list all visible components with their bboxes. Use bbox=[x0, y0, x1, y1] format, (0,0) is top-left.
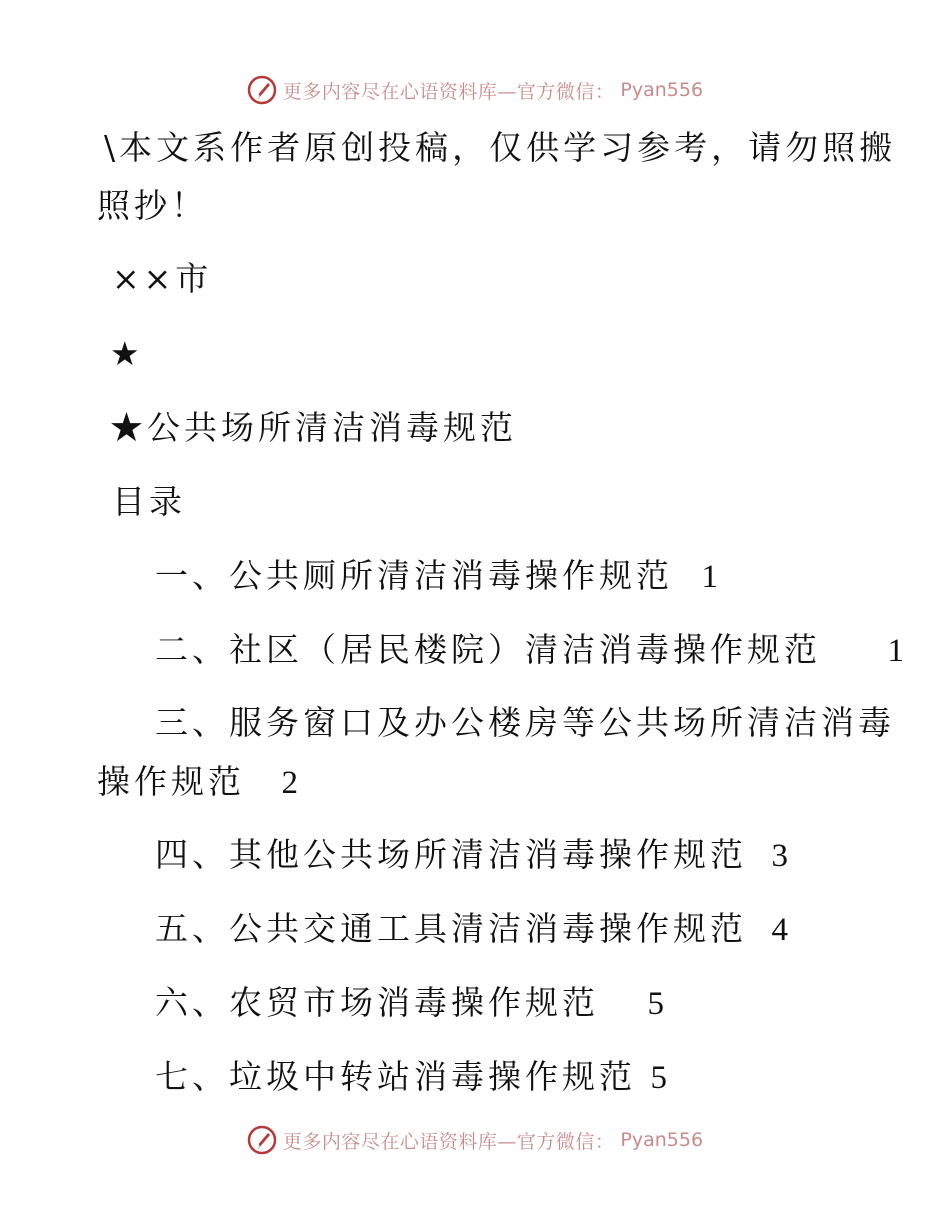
toc-entry-page: 1 bbox=[887, 633, 904, 669]
city-label: ××市 bbox=[112, 259, 213, 298]
star-mark: ★ bbox=[110, 334, 144, 373]
watermark-banner-top bbox=[0, 70, 950, 110]
toc-entry[interactable] bbox=[155, 1057, 667, 1098]
toc-entry[interactable] bbox=[155, 835, 788, 876]
toc-entry-text: 操作规范 bbox=[97, 762, 245, 801]
notice-line-1: \本文系作者原创投稿，仅供学习参考，请勿照搬 bbox=[104, 128, 897, 167]
toc-entry-page: 5 bbox=[647, 986, 664, 1022]
toc-entry-text: 三、服务窗口及办公楼房等公共场所清洁消毒 bbox=[155, 703, 895, 742]
toc-entry[interactable] bbox=[155, 909, 788, 950]
toc-entry-text: 五、公共交通工具清洁消毒操作规范 bbox=[155, 909, 747, 948]
watermark-banner-bottom bbox=[0, 1120, 950, 1160]
toc-entry-text: 二、社区（居民楼院）清洁消毒操作规范 bbox=[155, 630, 821, 669]
toc-entry-page: 5 bbox=[650, 1060, 667, 1096]
quill-pen-logo-icon bbox=[247, 1125, 277, 1155]
toc-entry-text: 七、垃圾中转站消毒操作规范 bbox=[155, 1057, 636, 1096]
toc-entry-text: 六、农贸市场消毒操作规范 bbox=[155, 983, 599, 1022]
watermark-wechat: Pyan556 bbox=[620, 1129, 704, 1151]
toc-entry[interactable] bbox=[155, 556, 718, 597]
document-title: ★公共场所清洁消毒规范 bbox=[110, 408, 517, 447]
toc-entry-page: 4 bbox=[771, 912, 788, 948]
toc-entry-continuation[interactable] bbox=[97, 762, 298, 803]
toc-entry-page: 3 bbox=[771, 838, 788, 874]
toc-entry-page: 2 bbox=[281, 765, 298, 801]
watermark-text: 更多内容尽在心语资料库—官方微信： bbox=[282, 1130, 615, 1153]
toc-entry-text: 一、公共厕所清洁消毒操作规范 bbox=[155, 556, 673, 595]
toc-entry-page: 1 bbox=[701, 559, 718, 595]
notice-line-2: 照抄！ bbox=[97, 186, 208, 225]
watermark-wechat: Pyan556 bbox=[620, 79, 704, 101]
toc-entry-text: 四、其他公共场所清洁消毒操作规范 bbox=[155, 835, 747, 874]
toc-entry[interactable] bbox=[155, 703, 895, 743]
watermark-text: 更多内容尽在心语资料库—官方微信： bbox=[282, 80, 615, 103]
toc-entry[interactable] bbox=[155, 630, 904, 671]
toc-heading: 目录 bbox=[112, 482, 186, 521]
toc-entry[interactable] bbox=[155, 983, 664, 1024]
quill-pen-logo-icon bbox=[247, 75, 277, 105]
